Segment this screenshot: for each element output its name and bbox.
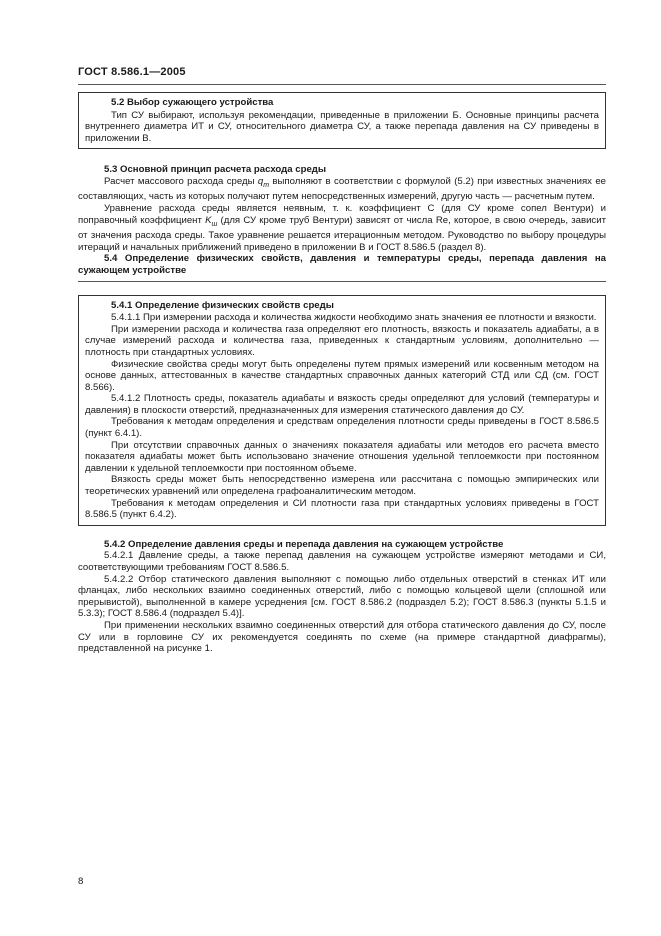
page-number: 8: [78, 876, 84, 887]
section-5-4-1-para-1: 5.4.1.1 При измерении расхода и количества жидкости необходимо знать значения ее плотности и вязкости.: [111, 312, 597, 324]
section-5-4-2-para-1: 5.4.2.1 Давление среды, а также перепад давления на сужающем устройстве измеряют методами и СИ, соответствующими требованиям ГОСТ 8.586.5.: [78, 550, 606, 573]
spacer: [78, 526, 606, 539]
section-5-2-title: 5.2 Выбор сужающего устройства: [111, 97, 274, 108]
section-rule: [78, 281, 606, 282]
section-5-4-2-title: 5.4.2 Определение давления среды и перепада давления на сужающем устройстве: [104, 538, 504, 550]
document-code-header: ГОСТ 8.586.1—2005: [78, 66, 186, 78]
section-5-4-title: 5.4 Определение физических свойств, давления и температуры среды, перепада давления на сужающем устройстве: [78, 253, 606, 276]
symbol-k: K: [205, 214, 212, 226]
section-5-4-1-para-6: При отсутствии справочных данных о значениях показателя адиабаты или методов его расчета вместо показателя адиабаты может быть использовано значение отношения удельной теплоемкости при постоянном давлении к удельной теплоемкости при постоянном объеме.: [85, 439, 599, 474]
section-5-2-text: Тип СУ выбирают, используя рекомендации, приведенные в приложении Б. Основные принципы расчета внутреннего диаметра ИТ и СУ, относительного диаметра СУ, а также перепада давления на СУ приведены в приложении В.: [85, 109, 599, 144]
section-5-3-para-1: Расчет массового расхода среды $q_m$ выполняют в соответствии с формулой (5.2) при известных значениях ее составляющих, часть из которых получают путем непосредственных измерений, другую часть — расчетным путем.: [78, 175, 607, 203]
section-5-4-1-para-7: Вязкость среды может быть непосредственно измерена или рассчитана с помощью эмпирических или теоретических уравнений или определена графоаналитическим методом.: [85, 474, 599, 498]
section-5-3-para-2: Уравнение расхода среды является неявным, т. к. коэффициент С (для СУ кроме сопел Вентури) и поправочный коэффициент $K_ш$ (для СУ кроме труб Вентури) зависят от числа Re, которое, в свою очередь, зависит от значения расхода среды. Такое уравнение решается итерационным методом. Руководство по выбору процедуры итераций и начальных приближений приведено в приложении В и ГОСТ 8.586.5 (раздел 8).: [78, 203, 606, 253]
section-5-2-box: [78, 92, 606, 149]
section-5-4-1-para-4: 5.4.1.2 Плотность среды, показатель адиабаты и вязкость среды определяют для условий (температуры и давления) в плоскости отверстий, предназначенных для измерения статического давления до СУ.: [85, 393, 599, 416]
section-5-4-1-para-2: При измерении расхода и количества газа определяют его плотность, вязкость и показатель адиабаты, а в случае измерений расхода и количества газа, приведенных к стандартным условиям, дополнительно — плотность при стандартных условиях.: [85, 323, 599, 358]
section-5-4-1-para-3: Физические свойства среды могут быть определены путем прямых измерений или косвенным методом на основе данных, аттестованных в качестве стандартных справочных данных категорий СТД или СД (см. ГОСТ 8.566).: [85, 358, 599, 393]
symbol-q: q: [257, 175, 264, 187]
spacer: [78, 149, 606, 164]
section-5-4-2-para-2: 5.4.2.2 Отбор статического давления выполняют с помощью либо отдельных отверстий в стенках ИТ или фланцах, либо нескольких взаимно соединенных отверстий, либо с помощью кольцевой щели (сплошной или прерывистой), выполненной в камере усреднения [см. ГОСТ 8.586.2 (подраздел 5.2); ГОСТ 8.586.3 (пункты 5.1.5 и 5.3.3); ГОСТ 8.586.4 (подраздел 5.4)].: [78, 573, 606, 620]
section-5-4-1-box: [78, 295, 606, 526]
section-5-4-2-para-3: При применении нескольких взаимно соединенных отверстий для отбора статического давления до СУ, после СУ или в горловине СУ их рекомендуется соединять по схеме (на примере стандартной диафрагмы), представленной на рисунке 1.: [78, 619, 606, 655]
page-content: [78, 92, 606, 655]
section-5-4-1-para-8: Требования к методам определения и СИ плотности газа при стандартных условиях приведены в ГОСТ 8.586.5 (пункт 6.4.2).: [85, 497, 599, 521]
section-5-3-title: 5.3 Основной принцип расчета расхода среды: [104, 164, 327, 176]
section-5-4-1-title: 5.4.1 Определение физических свойств среды: [111, 299, 334, 311]
section-5-4-1-para-5: Требования к методам определения и средствам определения плотности среды приведены в ГОСТ 8.586.5 (пункт 6.4.1).: [85, 416, 599, 440]
header-rule: [78, 84, 606, 85]
